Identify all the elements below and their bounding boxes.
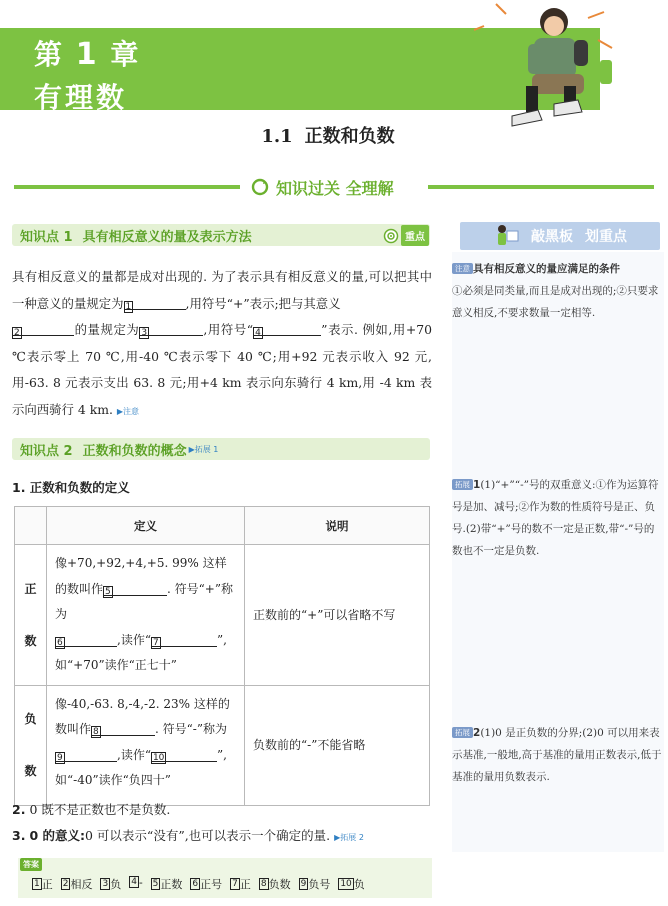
answer-value: 正号 [200, 878, 223, 891]
extension-link-2[interactable]: ▶拓展 2 [334, 833, 364, 842]
answer-number: 2 [62, 879, 69, 889]
extension-body-2: (1)0 是正负数的分界;(2)0 可以用来表示基准,一般地,高于基准的量用正数表示,低于基准的量用负数表示. [452, 727, 662, 783]
para-text-3: 的量规定为 [74, 322, 140, 337]
answer-item [61, 876, 93, 892]
answer-value: 正 [41, 878, 53, 891]
explanation-negative: 负数前的“-”不能省略 [245, 685, 430, 805]
chapter-label [34, 38, 140, 72]
chapter-title: 有理数 [34, 81, 128, 114]
kp1-label: 知识点 1 [20, 229, 73, 245]
item-number-2: 2. [12, 802, 26, 817]
para-text-5: ”表示. 例如,用+70 ℃表示零上 70 ℃,用-40 ℃表示零下 40 ℃;用+92 元表示收入 92 元,用-63. 8 元表示支出 63. 8 元;用+4 km 表示向东骑行 4 km,用 -4 km 表示向西骑行 4 km. [12, 322, 432, 417]
key-point-tag: 重点 [401, 225, 429, 246]
table-header-row [15, 507, 430, 545]
fill-blank-7[interactable] [151, 631, 217, 647]
answer-item [32, 876, 53, 892]
column-header-definition: 定义 [47, 507, 245, 545]
answer-value: 相反 [70, 878, 93, 891]
blank-number-7: 7 [152, 637, 159, 648]
blank-number-6: 6 [57, 637, 63, 648]
note-body: ①必须是同类量,而且是成对出现的;②只要求意义相反,不要求数量一定相等. [452, 285, 659, 319]
fill-blank-1[interactable] [124, 294, 186, 310]
chapter-number: 1 [75, 37, 99, 72]
blank-number-2: 2 [14, 328, 20, 338]
blank-number-3: 3 [141, 328, 148, 338]
answer-value: 负 [353, 878, 365, 891]
pos-text-2: . 符号“+”称为 [55, 581, 233, 621]
row-head-pos-1: 正 [24, 581, 37, 596]
student-illustration [468, 0, 628, 132]
note-block [452, 258, 662, 324]
extension-number-2: 2 [473, 727, 481, 739]
para-text-2: ,用符号“+”表示;把与其意义 [185, 295, 341, 311]
answer-box [18, 858, 432, 898]
extension-block-1 [452, 474, 662, 562]
fill-blank-10[interactable] [151, 746, 217, 762]
fill-blank-9[interactable] [55, 746, 117, 762]
answer-number: 9 [300, 879, 307, 889]
neg-text-3: ,读作“ [117, 747, 151, 762]
blank-number-9: 9 [57, 752, 63, 763]
answer-number: 5 [152, 879, 159, 889]
note-tag: 注意 [452, 263, 473, 274]
answer-number: 10 [340, 879, 352, 889]
definition-positive [47, 545, 245, 686]
teacher-icon [493, 223, 519, 249]
fill-blank-4[interactable] [253, 320, 321, 336]
row-head-neg-1: 负 [24, 712, 37, 726]
neg-text-2: . 符号“-”称为 [155, 722, 227, 736]
row-header-negative [15, 685, 47, 805]
answer-item [338, 876, 364, 892]
table-row-positive [15, 545, 430, 686]
section-title [0, 122, 668, 148]
pos-text-4: ”,如“+70”读作“正七十” [55, 632, 227, 672]
sidebar-title: 敲黑板 [531, 229, 573, 245]
section-number: 1.1 [261, 126, 293, 147]
extension-block-2 [452, 722, 662, 788]
neg-text-1: 像-40,-63. 8,-4,-2. 23% 这样的数叫作 [55, 696, 230, 736]
explanation-positive: 正数前的“+”可以省略不写 [245, 545, 430, 686]
answer-number: 3 [102, 879, 109, 889]
fill-blank-3[interactable] [139, 320, 203, 336]
blank-number-10: 10 [152, 752, 165, 763]
pos-text-1: 像+70,+92,+4,+5. 99% 这样的数叫作 [55, 556, 227, 596]
key-point-badge [383, 225, 429, 246]
knowledge-point-2-header [12, 438, 430, 460]
refresh-icon [250, 177, 270, 197]
blank-number-1: 1 [125, 301, 132, 312]
subheading-definition: 1. 正数和负数的定义 [12, 480, 130, 495]
answer-value: - [138, 876, 143, 889]
answer-list [32, 876, 365, 892]
answer-number: 8 [260, 879, 267, 889]
answer-value: 负号 [308, 878, 331, 891]
item-head-3: 0 的意义: [29, 828, 85, 843]
kp2-label: 知识点 2 [20, 443, 73, 459]
banner-line-right [428, 185, 654, 189]
answer-value: 正数 [160, 878, 183, 891]
answer-item [190, 876, 222, 892]
neg-text-4: ”,如“-40”读作“负四十” [55, 747, 227, 787]
sidebar-subtitle: 划重点 [585, 229, 627, 245]
note-heading: 具有相反意义的量应满足的条件 [473, 263, 620, 275]
answer-number: 4 [131, 877, 137, 887]
row-header-positive [15, 545, 47, 686]
item-text-2: 0 既不是正数也不是负数. [29, 802, 171, 817]
definition-table [14, 506, 430, 806]
table-row-negative [15, 685, 430, 805]
extension-link-1[interactable]: ▶拓展 1 [188, 444, 219, 454]
answer-item [299, 876, 331, 892]
row-head-neg-2: 数 [24, 764, 37, 778]
answer-item [259, 876, 291, 892]
para-text-1: 具有相反意义的量都是成对出现的. 为了表示具有相反意义的量,可以把其中一种意义的量规定为 [12, 269, 432, 311]
answer-item [100, 876, 121, 892]
answer-value: 负数 [268, 878, 291, 891]
chapter-prefix: 第 [34, 38, 65, 71]
sidebar-header [460, 222, 660, 250]
fill-blank-2[interactable] [12, 320, 74, 336]
extension-body-1: (1)“+”“-”号的双重意义:①作为运算符号是加、减号;②作为数的性质符号是正、负号.(2)带“+”号的数不一定是正数,带“-”号的数也不一定是负数. [452, 479, 659, 557]
kp2-title: 正数和负数的概念 [82, 443, 187, 459]
definition-negative [47, 685, 245, 805]
statement-zero [12, 800, 170, 818]
answer-number: 1 [34, 879, 40, 889]
para-text-4: ,用符号“ [203, 322, 254, 337]
section-name: 正数和负数 [304, 126, 395, 147]
extension-number-1: 1 [473, 479, 481, 491]
item-number-3: 3. [12, 828, 26, 843]
answer-value: 负 [110, 878, 122, 891]
banner-line-left [14, 185, 240, 189]
answer-item [151, 876, 183, 892]
blank-number-4: 4 [255, 328, 261, 338]
fill-blank-6[interactable] [55, 631, 117, 647]
answer-number: 7 [232, 879, 238, 889]
answer-item [129, 876, 142, 892]
row-head-pos-2: 数 [24, 633, 37, 648]
knowledge-point-1-header [12, 224, 430, 246]
banner-title [250, 174, 420, 200]
answer-value: 正 [239, 878, 251, 891]
fill-blank-8[interactable] [91, 720, 155, 736]
answer-number: 6 [192, 879, 199, 889]
column-header-explanation: 说明 [245, 507, 430, 545]
answer-item [230, 876, 251, 892]
section-banner [14, 174, 654, 200]
note-link[interactable]: ▶注意 [116, 406, 140, 416]
item-text-3: 0 可以表示“没有”,也可以表示一个确定的量. [85, 828, 331, 843]
pos-text-3: ,读作“ [117, 632, 151, 647]
table-corner [15, 507, 47, 545]
kp1-title: 具有相反意义的量及表示方法 [82, 229, 252, 245]
banner-text: 知识过关 全理解 [276, 178, 394, 198]
extension-tag-1: 拓展 [452, 479, 473, 490]
extension-tag-2: 拓展 [452, 727, 473, 738]
statement-zero-meaning [12, 826, 364, 844]
answer-label: 答案 [20, 858, 42, 871]
blank-number-5: 5 [105, 586, 111, 597]
target-icon [383, 228, 399, 244]
chapter-suffix: 章 [110, 38, 141, 71]
blank-number-8: 8 [93, 727, 99, 737]
kp1-paragraph [12, 264, 432, 425]
fill-blank-5[interactable] [103, 580, 167, 596]
